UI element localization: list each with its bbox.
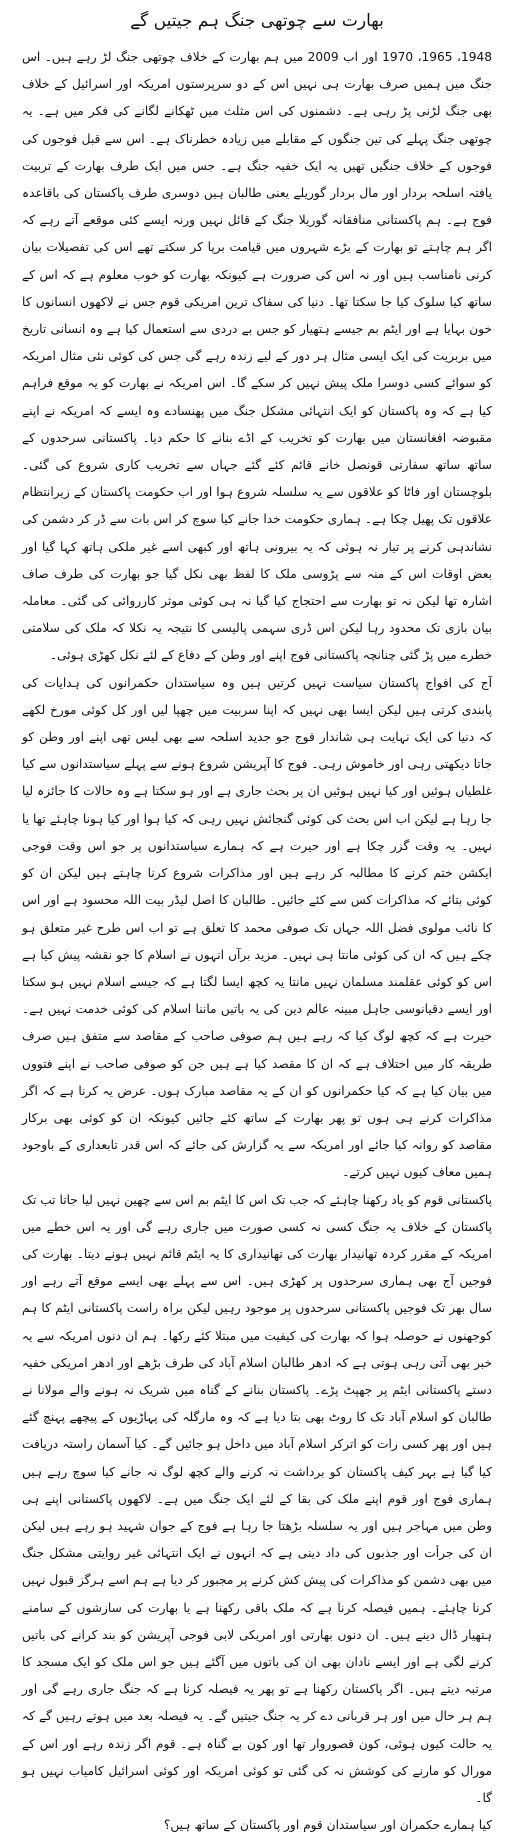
article-paragraph: 1948، 1965، 1970 اور اب 2009 میں ہم بھارت کے خلاف چوتھی جنگ لڑ رہے ہیں۔ اس جنگ میں ہمیں صرف بھارت ہی نہیں اس کے دو سرپرستوں امریکہ اور اسرائیل کے خلاف بھی جنگ لڑنی پڑ رہی ہے۔ دشمنوں کی اس مثلث میں ٹھکانے لگانے کی فکر میں ہے۔ یہ چوتھی جنگ پہلے کی تین جنگوں کے مقابلے میں زیادہ خطرناک ہے۔ اس سے قبل فوجوں کی فوجوں کے خلاف جنگیں تھیں یہ ایک خفیہ جنگ ہے۔ جس میں ایک طرف بھارت کے تربیت یافتہ اسلحہ بردار اور مال بردار گوریلے یعنی طالبان ہیں دوسری طرف پاکستان کی باقاعدہ فوج ہے۔ ہم پاکستانی منافقانہ گوریلا جنگ کے قائل نہیں ورنہ ایسے کئی موقعے آتے رہے کہ اگر ہم چاہتے تو بھارت کے بڑے شہروں میں قیامت برپا کر سکتے تھے اس کی تفصیلات بیان کرنی نامناسب ہیں اور نہ اس کی ضرورت ہے کیونکہ بھارت کو خوب معلوم ہے کہ اس کے ساتھ کیا سلوک کیا جا سکتا تھا۔ دنیا کی سفاک ترین امریکی قوم جس نے لاکھوں انسانوں کا خون بہایا ہے اور ایٹم بم جیسے ہتھیار کو جس بے دردی سے استعمال کیا ہے وہ انسانی تاریخ میں بربریت کی ایک ایسی مثال ہر دور کے لیے زندہ رہے گی جس کی کوئی نئی مثال امریکہ کو سوائے کسی دوسرا ملک پیش نہیں کر سکے گا۔ اس امریکہ نے بھارت کو یہ موقع فراہم کیا ہے کہ وہ پاکستان کو ایک انتہائی مشکل جنگ میں پھنسادے وہ ایسے کہ امریکہ نے اپنے مقبوضہ افغانستان میں بھارت کو تخریب کے اڈے بنانے کا حکم دیا۔ پاکستانی سرحدوں کے ساتھ ساتھ سفارتی قونصل خانے قائم کئے گئے جہاں سے تخریب کاری شروع کی گئی۔ بلوچستان اور فاٹا کو علاقوں سے یہ سلسلہ شروع ہوا اور اب حکومت پاکستان کے زیرانتظام علاقوں تک پھیل چکا ہے۔ ہماری حکومت خدا جانے کیا سوچ کر اس بات سے ڈر کر دشمن کی نشاندہی کرنے پر تیار نہ ہوئی کہ یہ بیرونی ہاتھ اور کبھی اسے غیر ملکی ہاتھ کہا گیا اور بعض اوقات اس کے منہ سے پڑوسی ملک کا لفظ بھی نکل گیا جو بھارت کی طرف صاف اشارہ تھا لیکن نہ تو بھارت سے احتجاج کیا گیا نہ ہی کوئی موثر کارروائی کی گئی۔ معاملہ بیان بازی تک محدود رہا لیکن اس ڈری سہمی پالیسی کا نتیجہ یہ نکلا کہ ملک کی سلامتی خطرے میں پڑ گئی چنانچہ پاکستانی فوج اپنے اور وطن کے دفاع کے لئے نکل کھڑی ہوئی۔ <box>22 50 492 663</box>
article-paragraph: آج کی افواج پاکستان سیاست نہیں کرتیں ہیں وہ سیاستدان حکمرانوں کی ہدایات کی پابندی کرتی ہیں لیکن ایسا بھی نہیں کہ اپنا سربیت میں چھپا لیں اور کل کوئی مورخ لکھے کہ دنیا کی ایک نہایت ہی شاندار فوج جو جدید اسلحہ سے بھی لیس تھی اپنے اور وطن کو جاتا دیکھتی رہی اور خاموش رہی۔ فوج کا آپریشن شروع ہونے سے پہلے سیاستدانوں سے کیا غلطیاں ہوئیں اور کیا نہیں ہوئیں ان پر بحث جاری ہے اور ہو سکتا ہے وہ حالات کا جائزہ لیا جا رہا ہے لیکن اب اس بحث کی کوئی گنجائش نہیں رہی کہ کیا ہوا اور کیا ہونا چاہئے تھا یا نہیں۔ یہ وقت گزر چکا ہے اور حیرت ہے کہ ہمارے سیاستدانوں پر جو اس وقت فوجی ایکشن ختم کرنے کا مطالبہ کر رہے ہیں اور مذاکرات شروع کرنا چاہتے ہیں لیکن ان کو کوئی بتائے کہ مذاکرات کس سے کئے جائیں۔ طالبان کا اصل لیڈر بیت اللہ محسود ہے اور اس کا نائب مولوی فضل اللہ جہاں تک صوفی محمد کا تعلق ہے تو اب اس طرح غیر متعلق ہو چکے ہیں کہ ان کی کوئی مانتا ہی نہیں۔ مزید برآں انہوں نے اسلام کا جو نقشہ پیش کیا ہے اس کو کوئی عقلمند مسلمان نہیں مانتا یہ کچھ ایسا لگتا ہے کہ جیسے اسلام نہیں ہو سکتا اور ایسے دقیانوسی جاہل مبینہ عالم دین کی یہ باتیں ماننا اسلام کی کوئی خدمت نہیں ہے۔ حیرت ہے کہ کچھ لوگ کیا کہ رہے ہیں ہم صوفی صاحب کے مقاصد سے متفق ہیں صرف طریقہ کار میں اختلاف ہے کہ ان کا مقصد کیا ہے ہیں جن کو صوفی صاحب نے اپنے فتووں میں بیان کیا ہے کہ کیا حکمرانوں کو ان کے یہ مقاصد مبارک ہوں۔ عرض یہ کرنا ہے کہ اگر مذاکرات کرنے ہی ہوں تو پھر بھارت کے ساتھ کئے جائیں کیونکہ ان کو کوئی بھی برکار مقاصد کو روانہ کیا جائے اور امریکہ سے یہ گزارش کی جائے کہ اس قدر تابعداری کے باوجود ہمیں معاف کیوں نہیں کرتے۔ <box>22 675 492 1180</box>
article-body <box>22 44 492 1812</box>
article-paragraph: پاکستانی قوم کو یاد رکھنا چاہئے کہ جب تک اس کا ایٹم بم اس سے چھین نہیں لیا جاتا تب تک پاکستان کے خلاف یہ جنگ کسی نہ کسی صورت میں جاری رہے گی اور یہ اس خطے میں امریکہ کے مقرر کردہ تھانیدار بھارت کی تھانیداری کا یہ ایٹم قائم نہیں ہونے دیتا۔ بھارت کی فوجیں آج بھی ہماری سرحدوں پر کھڑی ہیں۔ اس سے پہلے بھی ایسے موقع آتے رہے اور سال بھر تک فوجیں پاکستانی سرحدوں پر موجود رہیں لیکن براہ راست پاکستانی ایٹم کا ہم کوجھنوں نے حوصلہ ہوا کہ بھارت کی کیفیت میں مبتلا کئے رکھا۔ ہم ان دنوں امریکہ سے یہ خبر بھی آتی رہی ہوتی ہے کہ ادھر طالبان اسلام آباد کی طرف بڑھے اور ادھر امریکی خفیہ دستے پاکستانی ایٹم پر جھپٹ پڑے۔ پاکستان بنانے کے گناہ میں شریک نہ ہونے والے مولانا نے طالبان کو اسلام آباد تک کا روٹ بھی بتا دیا ہے کہ وہ مارگلہ کی پہاڑیوں کے پیچھے پہنچ گئے ہیں اور پھر کسی رات کو اترکر اسلام آباد میں داخل ہو جائیں گے۔ کیا آسمان راستہ دریافت کیا گیا ہے بہر کیف پاکستان کو برداشت نہ کرنے والے کچھ لوگ نہ جانے کیا سوچ رہے ہیں ہماری فوج اور قوم اپنے ملک کی بقا کے لئے ایک جنگ میں ہے۔ لاکھوں پاکستانی اپنے ہی وطن میں مہاجر ہیں اور یہ سلسلہ بڑھتا جا رہا ہے فوج کے جوان شہید ہو رہے ہیں لیکن ان کی جرأت اور جذبوں کی داد دینی ہے کہ انہوں نے ایک انتہائی غیر روایتی مشکل جنگ میں بھی دشمن کو مذاکرات کی پیش کش کرنے پر مجبور کر دیا ہے ہم اسے ہرگز قبول نہیں کرنا چاہئے۔ ہمیں فیصلہ کرنا ہے کہ ملک باقی رکھنا ہے یا بھارت کی سازشوں کے سامنے ہتھیار ڈال دینے ہیں۔ ان دنوں بھارتی اور امریکی لابی فوجی آپریشن کو بند کرانے کی باتیں کرنے لگی ہے اور ایسے نادان بھی ان کی باتوں میں آگئے ہیں جو اس ملک کو ایک مسجد کا مرتبہ دیتے ہیں۔ اگر پاکستان رکھنا ہے تو پھر یہ فیصلہ کرنا ہے کہ جنگ جاری رہے گی اور ہم ہر حال میں اور ہر قربانی دے کر یہ جنگ جیتیں گے۔ یہ فیصلہ بعد میں ہوتے رہیں گے کہ یہ حالت کیوں ہوئی، کون قصوروار تھا اور کون بے گناہ ہے۔ قوم اگر زندہ رہے اور اس کے مورال کو مارنے کی کوشش نہ کی گئی تو کوئی امریکہ اور کوئی اسرائیل کامیاب نہیں ہو گا۔ <box>22 1192 492 1805</box>
article-headline: بھارت سے چوتھی جنگ ہم جیتیں گے <box>130 11 384 31</box>
closing-question: کیا ہمارے حکمران اور سیاستدان قوم اور پاکستان کے ساتھ ہیں؟ <box>163 1818 492 1833</box>
